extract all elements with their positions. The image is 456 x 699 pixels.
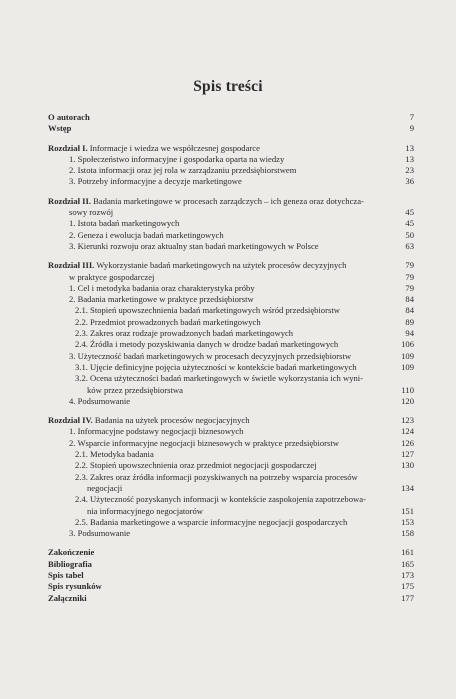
toc-entry-title: 1. Cel i metodyka badania oraz charakterystyka próby xyxy=(69,282,255,293)
toc-entry-rozdzial-1 xyxy=(48,143,414,154)
toc-entry-bibliografia xyxy=(48,559,414,570)
toc-page-number: 13 xyxy=(405,153,414,164)
toc-page-number: 153 xyxy=(401,516,414,527)
toc-entry-title: ków przez przedsiębiorstwa xyxy=(87,384,183,395)
toc-page-number: 158 xyxy=(401,528,414,539)
toc-entry-title: Wstęp xyxy=(48,123,72,134)
toc-page-number: 89 xyxy=(405,316,414,327)
toc-entry-title: Spis rysunków xyxy=(48,581,102,592)
toc-entry-title: sowy rozwój xyxy=(69,207,114,218)
toc-spacer xyxy=(48,188,414,196)
toc-entry-title: w praktyce gospodarczej xyxy=(69,271,155,282)
toc-entry-title: 2.1. Metodyka badania xyxy=(75,449,154,460)
toc-page-number: 84 xyxy=(405,305,414,316)
toc-entry xyxy=(48,438,414,449)
toc-page-number: 165 xyxy=(401,558,414,569)
toc-entry xyxy=(48,483,414,494)
toc-entry-title: 3.1. Ujęcie definicyjne pojęcia użyteczności w kontekście badań marketingowych xyxy=(75,361,357,372)
toc-entry-zalaczniki xyxy=(48,593,414,604)
chapter-label: Rozdział I. xyxy=(48,142,88,153)
toc-page-number: 94 xyxy=(405,328,414,339)
toc-entry xyxy=(48,339,414,350)
toc-entry-title: Rozdział I. Informacje i wiedza we współczesnej gospodarce xyxy=(48,142,260,153)
toc-entry-title: 1. Społeczeństwo informacyjne i gospodarka oparta na wiedzy xyxy=(69,153,285,164)
toc-entry-title: Rozdział IV. Badania na użytek procesów negocjacyjnych xyxy=(48,415,250,426)
toc-entry xyxy=(48,506,414,517)
toc-spacer xyxy=(48,252,414,260)
toc-entry-title: 2.5. Badania marketingowe a wsparcie informacyjne negocjacji gospodarczych xyxy=(75,516,348,527)
toc-entry xyxy=(48,154,414,165)
toc-entry xyxy=(48,449,414,460)
toc-entry xyxy=(48,460,414,471)
toc-entry xyxy=(48,373,414,384)
toc-entry xyxy=(48,241,414,252)
toc-page-number: 13 xyxy=(405,142,414,153)
toc-entry xyxy=(48,305,414,316)
toc-page-number: 126 xyxy=(401,437,414,448)
toc-entry xyxy=(48,494,414,505)
toc-page-number: 127 xyxy=(401,449,414,460)
toc-entry xyxy=(48,426,414,437)
toc-entry xyxy=(48,218,414,229)
toc-entry-title: Rozdział II. Badania marketingowe w procesach zarządczych – ich geneza oraz dotychcza- xyxy=(48,195,364,206)
toc-page-number: 63 xyxy=(405,240,414,251)
toc-entry xyxy=(48,230,414,241)
toc-page-number: 50 xyxy=(405,229,414,240)
toc-entry xyxy=(48,207,414,218)
toc-entry-title: 2.2. Stopień upowszechnienia oraz przedmiot negocjacji gospodarczej xyxy=(75,460,317,471)
toc-entry-zakonczenie xyxy=(48,547,414,558)
toc-entry-title: Zakończenie xyxy=(48,547,95,558)
toc-entry xyxy=(48,272,414,283)
toc-entry-title: 2.2. Przedmiot prowadzonych badań marketingowych xyxy=(75,316,261,327)
toc-entry-title: 2.3. Zakres oraz rodzaje prowadzonych badań marketingowych xyxy=(75,328,294,339)
toc-page-number: 120 xyxy=(401,395,414,406)
toc-entry-title: 1. Istota badań marketingowych xyxy=(69,218,180,229)
toc-entry-title: 2.4. Źródła i metody pozyskiwania danych w drodze badań marketingowych xyxy=(75,339,339,350)
toc-entry-title: 2. Badania marketingowe w praktyce przedsiębiorstw xyxy=(69,294,254,305)
toc-page-number: 173 xyxy=(401,569,414,580)
chapter-label: Rozdział IV. xyxy=(48,415,93,426)
toc-entry-title: 4. Podsumowanie xyxy=(69,395,131,406)
toc-entry-wstep xyxy=(48,123,414,134)
toc-entry xyxy=(48,517,414,528)
toc-entry xyxy=(48,328,414,339)
toc-entry xyxy=(48,385,414,396)
toc-entry-title: nia informacyjnego negocjatorów xyxy=(87,505,203,516)
toc-entry-title: 2. Wsparcie informacyjne negocjacji biznesowych w praktyce przedsiębiorstw xyxy=(69,437,339,448)
toc-entry-title: 3. Kierunki rozwoju oraz aktualny stan badań marketingowych w Polsce xyxy=(69,240,319,251)
toc-entry xyxy=(48,283,414,294)
toc-entry-title: 2.3. Zakres oraz źródła informacji pozyskiwanych na potrzeby wsparcia procesów xyxy=(75,471,358,482)
toc-page-number: 79 xyxy=(405,271,414,282)
toc-entry-title: 3. Podsumowanie xyxy=(69,528,131,539)
toc-entry-title: O autorach xyxy=(48,112,90,122)
page-title: Spis treści xyxy=(193,78,263,95)
chapter-label: Rozdział III. xyxy=(48,260,95,271)
toc-entry-title: 3. Użyteczność badań marketingowych w procesach decyzyjnych przedsiębiorstw xyxy=(69,350,352,361)
toc-entry-title: negocjacji xyxy=(87,482,123,493)
toc-page-number: 134 xyxy=(401,482,414,493)
toc-entry xyxy=(48,396,414,407)
toc-page-number: 175 xyxy=(401,581,414,592)
toc-entry xyxy=(48,528,414,539)
toc-page-number: 110 xyxy=(401,384,414,395)
toc-page-number: 124 xyxy=(401,426,414,437)
toc-entry xyxy=(48,165,414,176)
toc-entry xyxy=(48,351,414,362)
toc-entry-title: 2. Geneza i ewolucja badań marketingowych xyxy=(69,229,224,240)
toc-entry-spis-tabel xyxy=(48,570,414,581)
toc-entry xyxy=(48,294,414,305)
chapter-label: Rozdział II. xyxy=(48,195,91,206)
toc-page-number: 9 xyxy=(409,123,414,134)
toc-page-number: 177 xyxy=(401,592,414,603)
toc-entry-rozdzial-2 xyxy=(48,196,414,207)
toc-entry-title: 2.1. Stopień upowszechnienia badań marketingowych wśród przedsiębiorstw xyxy=(75,305,340,316)
toc-page-number: 36 xyxy=(405,176,414,187)
toc-entry-title: 2.4. Użyteczność pozyskanych informacji w kontekście zaspokojenia zapotrzebowa- xyxy=(75,494,366,505)
toc-page-number: 79 xyxy=(405,282,414,293)
toc-entry-title: 1. Informacyjne podstawy negocjacji biznesowych xyxy=(69,426,244,437)
toc-entry-rozdzial-3 xyxy=(48,260,414,271)
toc-entry-title: 3. Potrzeby informacyjne a decyzje marketingowe xyxy=(69,176,242,187)
toc-page-number: 7 xyxy=(409,112,414,122)
toc-page-number: 84 xyxy=(405,294,414,305)
toc-page-number: 109 xyxy=(401,350,414,361)
toc-entry-title: Spis tabel xyxy=(48,569,84,580)
toc-page-number: 161 xyxy=(401,547,414,558)
toc-page-number: 109 xyxy=(401,361,414,372)
toc-page-number: 106 xyxy=(401,339,414,350)
toc-entry-title: Załączniki xyxy=(48,592,87,603)
toc-page-number: 23 xyxy=(405,165,414,176)
toc-entry-rozdzial-4 xyxy=(48,415,414,426)
toc-entry xyxy=(48,317,414,328)
toc-entry xyxy=(48,362,414,373)
toc-spacer xyxy=(48,135,414,143)
toc-page-number: 45 xyxy=(405,218,414,229)
toc-entry xyxy=(48,472,414,483)
toc-entry-title: Bibliografia xyxy=(48,558,92,569)
toc-page-number: 130 xyxy=(401,460,414,471)
toc-entry xyxy=(48,176,414,187)
toc-spacer xyxy=(48,407,414,415)
toc-entry-title: 2. Istota informacji oraz jej rola w zarządzaniu przedsiębiorstwem xyxy=(69,165,297,176)
toc-page-number: 79 xyxy=(405,260,414,271)
toc-entry-title: 3.2. Ocena użyteczności badań marketingowych w świetle wykorzystania ich wyni- xyxy=(75,373,364,384)
toc-entry-title: Rozdział III. Wykorzystanie badań marketingowych na użytek procesów decyzyjnych xyxy=(48,260,347,271)
toc-page-number: 151 xyxy=(401,505,414,516)
toc-page-number: 123 xyxy=(401,415,414,426)
toc-entry-o-autorach xyxy=(48,112,414,123)
toc-entry-spis-rysunkow xyxy=(48,581,414,592)
toc-spacer xyxy=(48,539,414,547)
table-of-contents xyxy=(48,112,414,604)
toc-page-number: 45 xyxy=(405,207,414,218)
